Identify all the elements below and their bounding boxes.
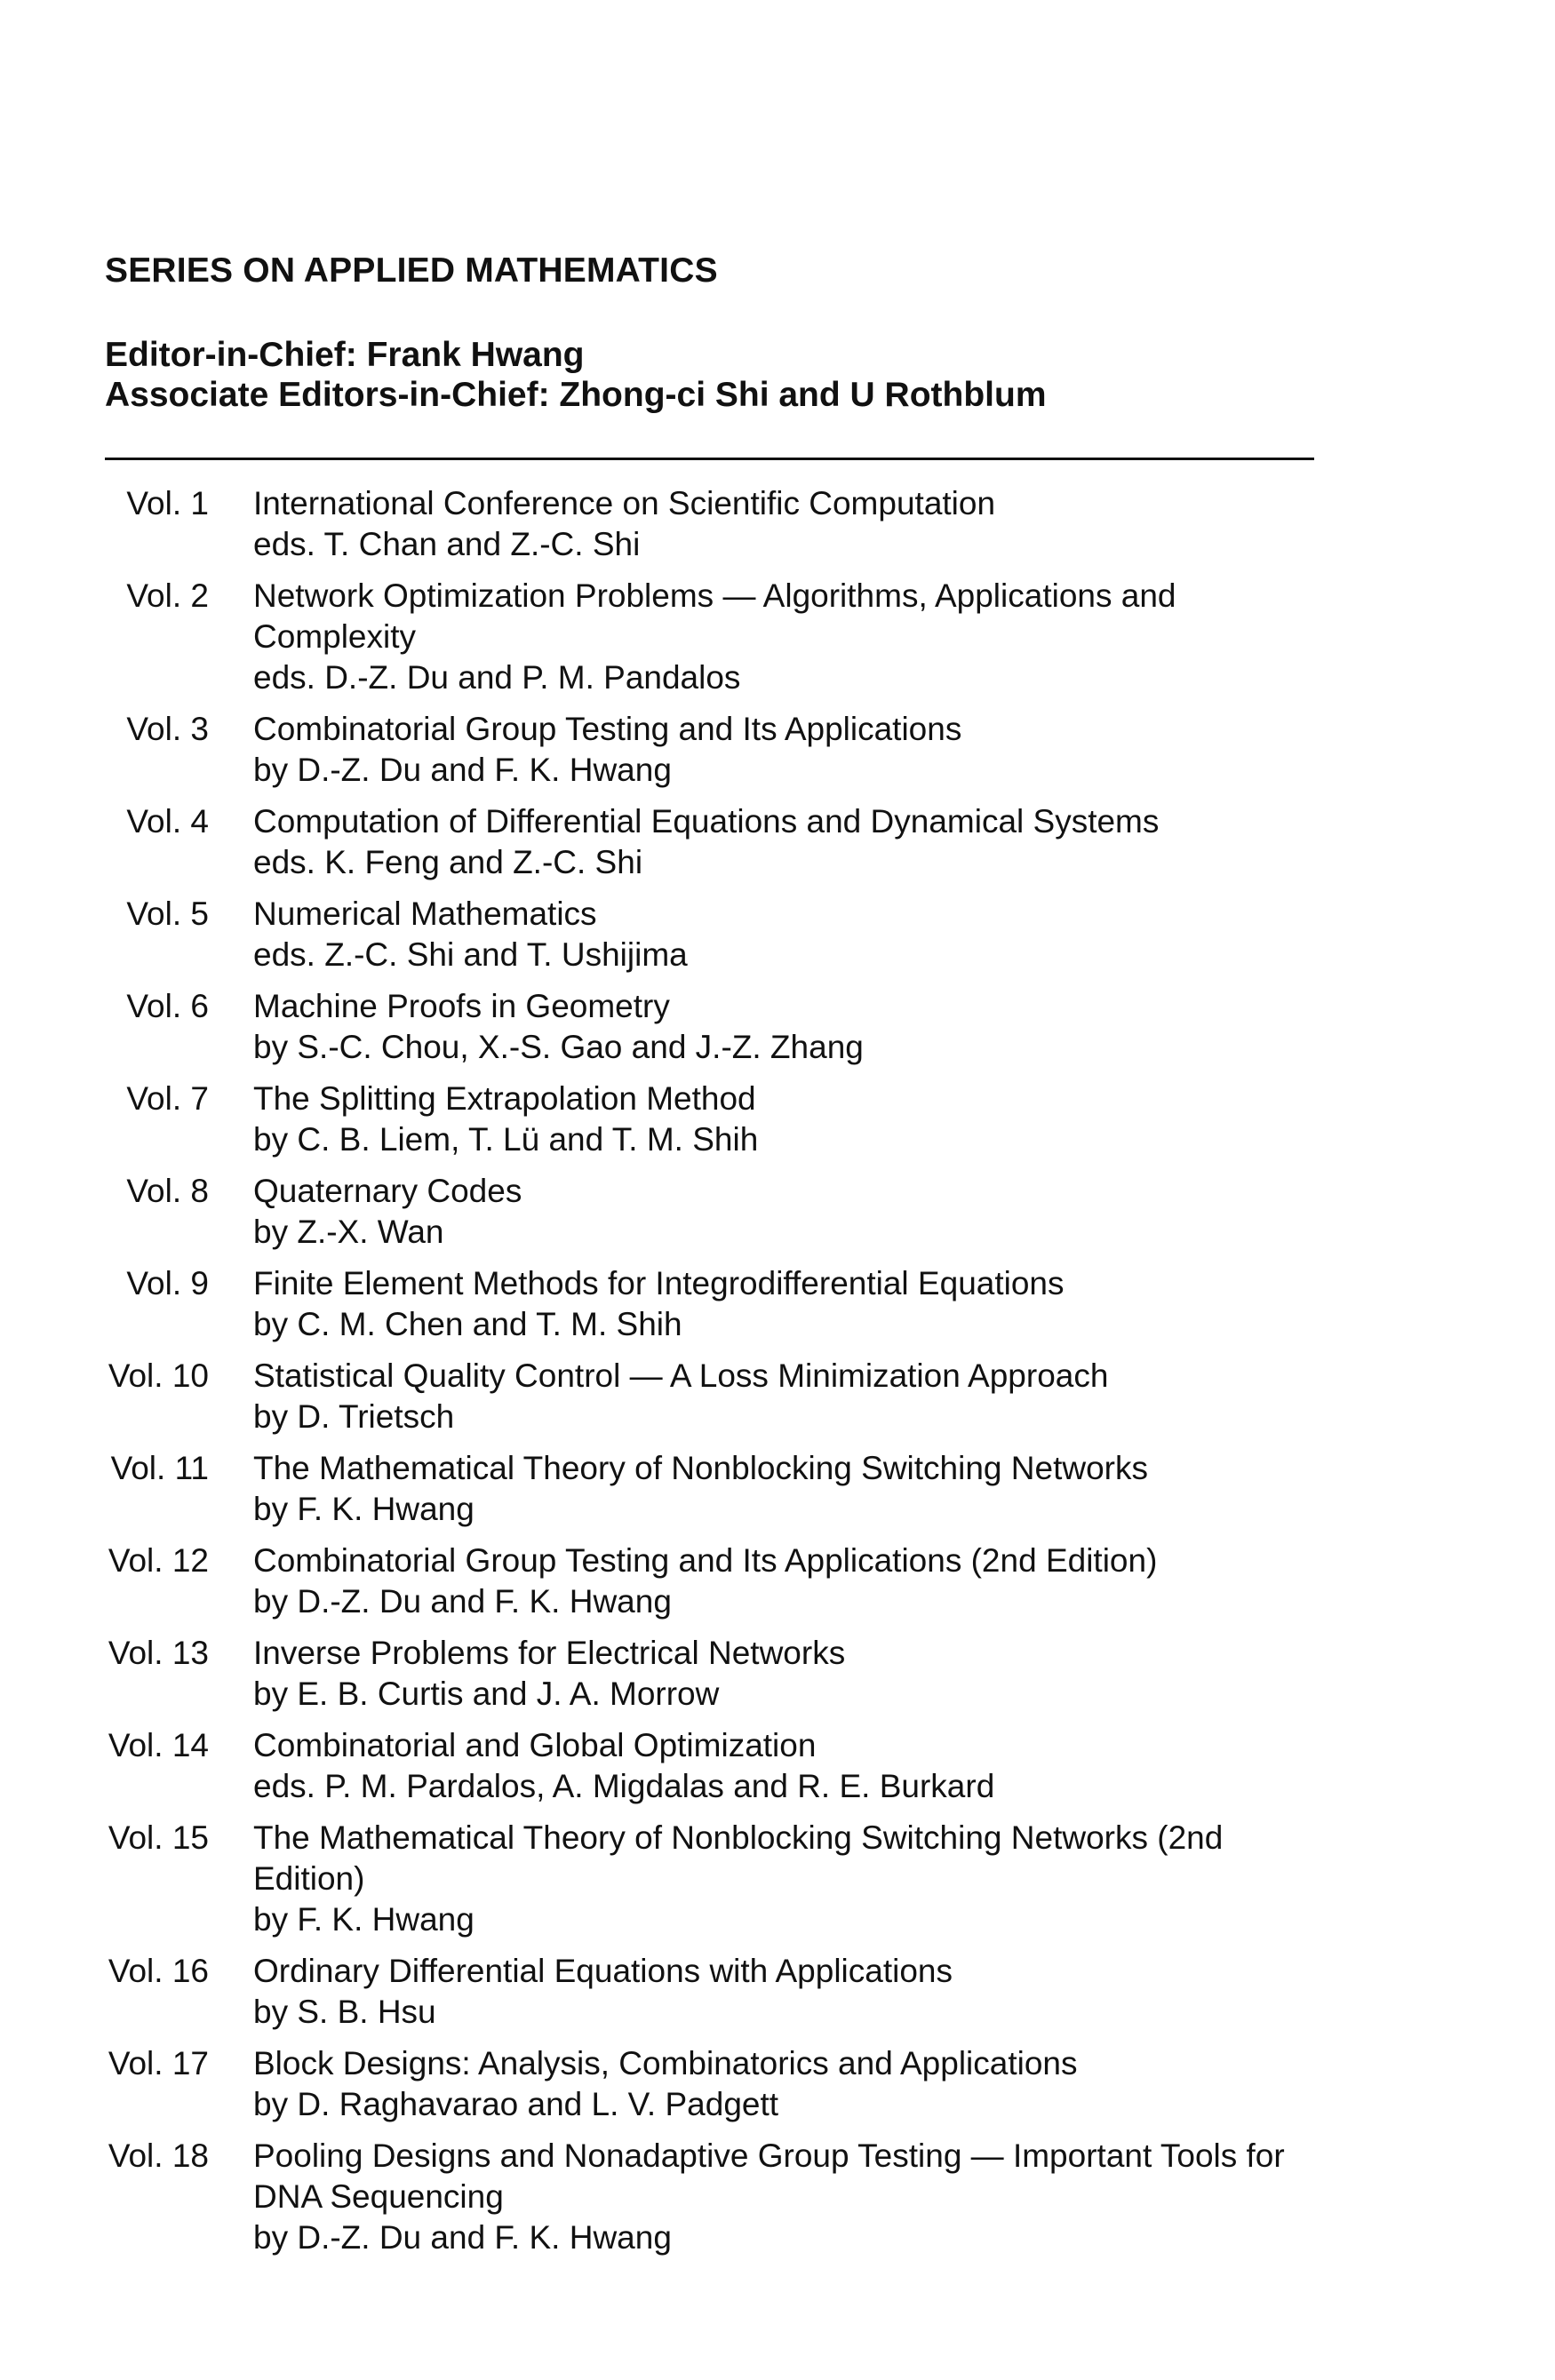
volume-entry: [105, 2136, 1367, 2258]
volume-number: Vol. 5: [126, 895, 209, 932]
volume-title: Numerical Mathematics: [253, 895, 597, 932]
volume-title: International Conference on Scientific Computation: [253, 485, 996, 521]
volume-title: Combinatorial Group Testing and Its Applications: [253, 711, 962, 747]
volume-authors: by D.-Z. Du and F. K. Hwang: [253, 1583, 672, 1620]
volume-title: Computation of Differential Equations and Dynamical Systems: [253, 803, 1160, 840]
volume-authors: by D.-Z. Du and F. K. Hwang: [253, 2219, 672, 2256]
volume-title: Ordinary Differential Equations with Applications: [253, 1953, 953, 1989]
volume-authors: by F. K. Hwang: [253, 1491, 474, 1527]
volume-number: Vol. 4: [126, 803, 209, 840]
volume-authors: by S. B. Hsu: [253, 1994, 436, 2030]
volume-entry: [105, 1540, 1367, 1622]
volume-title: Statistical Quality Control — A Loss Minimization Approach: [253, 1357, 1109, 1394]
volume-entry: [105, 1818, 1367, 1940]
associate-editors: Associate Editors-in-Chief: Zhong-ci Shi and U Rothblum: [105, 376, 1047, 414]
volume-entry: [105, 1171, 1367, 1253]
volume-entry: [105, 1263, 1367, 1345]
volume-title: Quaternary Codes: [253, 1173, 522, 1209]
volume-number: Vol. 14: [108, 1727, 209, 1763]
volume-number: Vol. 13: [108, 1635, 209, 1671]
volume-authors: eds. P. M. Pardalos, A. Migdalas and R. E. Burkard: [253, 1768, 995, 1804]
volume-entry: [105, 986, 1367, 1068]
editor-in-chief: Editor-in-Chief: Frank Hwang: [105, 336, 585, 374]
volume-authors: by S.-C. Chou, X.-S. Gao and J.-Z. Zhang: [253, 1029, 864, 1065]
volume-number: Vol. 6: [126, 988, 209, 1024]
volume-title: Block Designs: Analysis, Combinatorics and Applications: [253, 2045, 1078, 2082]
horizontal-rule: [105, 458, 1314, 460]
volume-number: Vol. 3: [126, 711, 209, 747]
volume-authors: eds. K. Feng and Z.-C. Shi: [253, 844, 643, 880]
volume-authors: eds. D.-Z. Du and P. M. Pandalos: [253, 659, 741, 696]
volume-entry: [105, 1951, 1367, 2033]
volume-authors: by C. B. Liem, T. Lü and T. M. Shih: [253, 1121, 759, 1158]
volume-entry: [105, 801, 1367, 883]
volume-authors: by D. Trietsch: [253, 1398, 455, 1435]
volume-authors: by Z.-X. Wan: [253, 1214, 444, 1250]
volume-entry: [105, 2043, 1367, 2125]
volume-title: Pooling Designs and Nonadaptive Group Testing — Important Tools for DNA Sequencing: [253, 2137, 1285, 2215]
volume-number: Vol. 2: [126, 577, 209, 614]
series-title: SERIES ON APPLIED MATHEMATICS: [105, 251, 718, 290]
volume-title: Machine Proofs in Geometry: [253, 988, 670, 1024]
volume-title: The Mathematical Theory of Nonblocking Switching Networks (2nd Edition): [253, 1819, 1224, 1897]
volume-number: Vol. 16: [108, 1953, 209, 1989]
volume-number: Vol. 7: [126, 1080, 209, 1117]
volume-entry: [105, 894, 1367, 975]
volume-title: Finite Element Methods for Integrodifferential Equations: [253, 1265, 1065, 1301]
volume-entry: [105, 1079, 1367, 1160]
volume-title: Combinatorial and Global Optimization: [253, 1727, 817, 1763]
volume-number: Vol. 8: [126, 1173, 209, 1209]
volume-title: Network Optimization Problems — Algorithms, Applications and Complexity: [253, 577, 1176, 655]
volume-entry: [105, 709, 1367, 791]
editors-block: [105, 335, 1047, 415]
volume-entry: [105, 1725, 1367, 1807]
volume-title: Combinatorial Group Testing and Its Applications (2nd Edition): [253, 1542, 1158, 1579]
volume-entry: [105, 576, 1367, 698]
volume-entry: [105, 1633, 1367, 1715]
volume-authors: eds. Z.-C. Shi and T. Ushijima: [253, 936, 688, 973]
volume-number: Vol. 9: [126, 1265, 209, 1301]
volume-title: The Splitting Extrapolation Method: [253, 1080, 756, 1117]
volume-authors: by F. K. Hwang: [253, 1901, 474, 1938]
volume-entry: [105, 1356, 1367, 1437]
volume-number: Vol. 15: [108, 1819, 209, 1856]
volume-authors: by E. B. Curtis and J. A. Morrow: [253, 1676, 720, 1712]
volume-number: Vol. 1: [126, 485, 209, 521]
volume-authors: eds. T. Chan and Z.-C. Shi: [253, 526, 641, 562]
volume-number: Vol. 12: [108, 1542, 209, 1579]
volume-list: [105, 483, 1367, 2269]
volume-number: Vol. 11: [110, 1450, 209, 1486]
volume-title: The Mathematical Theory of Nonblocking Switching Networks: [253, 1450, 1148, 1486]
volume-authors: by C. M. Chen and T. M. Shih: [253, 1306, 682, 1342]
volume-number: Vol. 10: [108, 1357, 209, 1394]
volume-number: Vol. 17: [108, 2045, 209, 2082]
volume-entry: [105, 1448, 1367, 1530]
volume-authors: by D.-Z. Du and F. K. Hwang: [253, 752, 672, 788]
volume-number: Vol. 18: [108, 2137, 209, 2174]
volume-entry: [105, 483, 1367, 565]
volume-title: Inverse Problems for Electrical Networks: [253, 1635, 846, 1671]
volume-authors: by D. Raghavarao and L. V. Padgett: [253, 2086, 779, 2122]
